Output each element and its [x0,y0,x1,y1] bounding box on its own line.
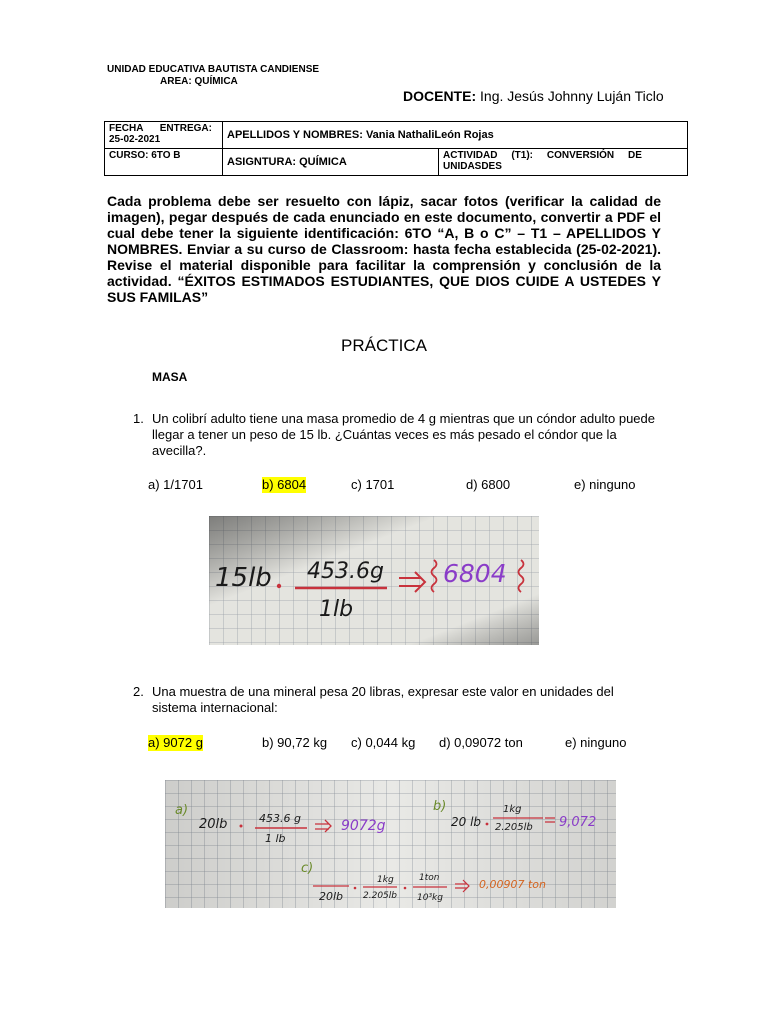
docente-name: Ing. Jesús Johnny Luján Ticlo [476,88,664,104]
fecha-cell [105,122,223,149]
q2b-lhs: 20 lb [451,815,482,829]
q2-option-a-highlighted: a) 9072 g [148,735,203,750]
q2-option-e: e) ninguno [565,735,627,750]
q2c-num1: 1kg [377,875,394,885]
q2b-num: 1kg [503,804,522,815]
q2a-den: 1 lb [265,832,286,845]
q1-option-c: c) 1701 [351,477,395,492]
area-label: AREA: QUÍMICA [160,76,238,87]
q2-solution-photo [165,780,616,908]
q1-photo-num: 453.6g [307,559,384,584]
q1-option-a: a) 1/1701 [148,477,203,492]
q2a-dot [240,825,243,828]
q2a-lhs: 20lb [199,817,228,832]
q2c-result: 0,00907 ton [479,878,546,891]
q1-photo-den: 1lb [319,597,354,622]
section-title: PRÁCTICA [341,336,427,355]
q2b-den: 2.205lb [495,822,533,833]
fecha-value: 25-02-2021 [109,134,161,145]
q2-option-b: b) 90,72 kg [262,735,328,750]
q2a-num: 453.6 g [259,812,301,825]
q2c-lhs: 20lb [319,890,344,903]
q2c-den2: 10³kg [417,893,443,903]
q2a-label: a) [175,803,189,818]
q1-option-b-highlighted: b) 6804 [262,477,307,492]
q1-dot [277,584,281,588]
q2-photo-svg [165,780,616,908]
q2-option-c: c) 0,044 kg [351,735,416,750]
q1-option-e: e) ninguno [574,477,636,492]
q2c-num2: 1ton [419,873,440,883]
fecha-label: FECHA ENTREGA: [109,123,212,134]
q1-photo-lhs: 15lb [215,563,272,593]
asignatura-cell: ASIGNTURA: QUÍMICA [223,149,439,176]
q2c-den1: 2.205lb [363,891,397,901]
q2b-label: b) [433,799,447,814]
instructions-paragraph: Cada problema debe ser resuelto con lápiz, sacar fotos (verificar la calidad de imagen), pegar después de cada enunciado en este documento, convertir a PDF el cual debe tener la siguiente identificación: 6TO “A, B o C” – T1 – APELLIDOS Y NOMBRES. Enviar a su curso de Classroom: hasta fecha establecida (25-02-2021). Revise el material disponible para facilitar la comprensión y conclusión de la actividad. “ÉXITOS ESTIMADOS ESTUDIANTES, QUE DIOS CUIDE A USTEDES Y SUS FAMILAS” [107,193,661,305]
q2b-dot [486,823,489,826]
docente-line [403,87,664,105]
question-1-number: 1. [133,411,144,426]
q1-photo-svg [209,516,539,645]
q1-option-d: d) 6800 [466,477,511,492]
q2c-dot2 [404,887,407,890]
q1-photo-result: 6804 [443,559,507,588]
q2c-dot1 [354,887,357,890]
q2a-result: 9072g [341,818,386,834]
question-2-number: 2. [133,684,144,699]
q2-shadow [165,780,616,908]
question-2-text: Una muestra de una mineral pesa 20 libras, expresar este valor en unidades del sistema internacional: [152,684,614,715]
q2c-label: c) [301,861,314,876]
subsection-title: MASA [152,370,188,384]
question-1-text: Un colibrí adulto tiene una masa promedio de 4 g mientras que un cóndor adulto puede llegar a tener un peso de 15 lb. ¿Cuántas veces es más pesado el cóndor que la avecilla?. [152,411,655,458]
curso-cell: CURSO: 6TO B [105,149,223,176]
apellidos-cell: APELLIDOS Y NOMBRES: Vania NathaliLeón Rojas [223,122,688,149]
q1-solution-photo [209,516,539,645]
school-name: UNIDAD EDUCATIVA BAUTISTA CANDIENSE [107,64,320,75]
actividad-cell: ACTIVIDAD (T1): CONVERSIÓN DE UNIDASDES [439,149,688,176]
info-table [104,121,688,176]
q2-option-d: d) 0,09072 ton [439,735,523,750]
q2b-result: 9,072 [559,815,597,830]
docente-label: DOCENTE: [403,88,477,104]
